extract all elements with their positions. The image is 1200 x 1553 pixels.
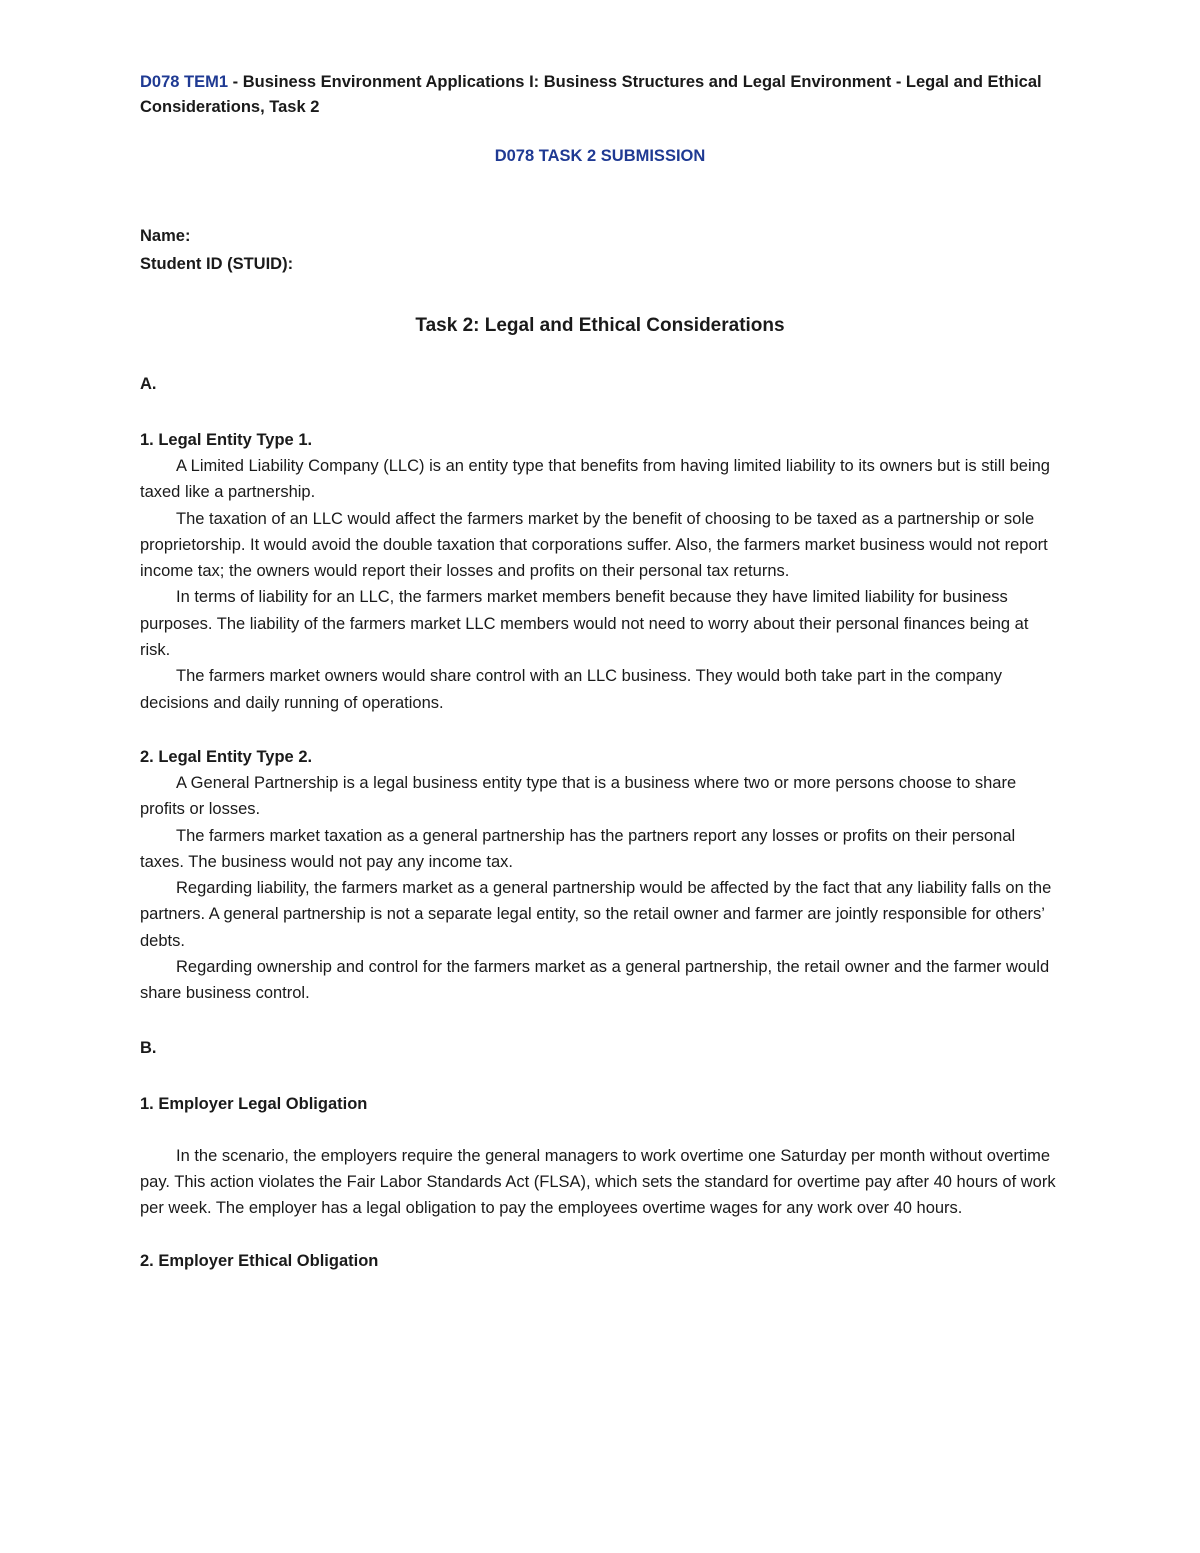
- document-page: [140, 70, 1060, 1274]
- section-a-item2-heading: 2. Legal Entity Type 2.: [140, 747, 313, 766]
- section-a-item2-paragraph: A General Partnership is a legal business entity type that is a business where two or more persons choose to share profits or losses.: [140, 773, 1017, 819]
- section-b-letter: B.: [140, 1038, 157, 1057]
- section-a-item2-paragraph: The farmers market taxation as a general partnership has the partners report any losses or profits on their personal taxes. The business would not pay any income tax.: [140, 826, 1016, 871]
- section-a-item1-paragraph: The farmers market owners would share control with an LLC business. They would both take part in the company decisions and daily running of operations.: [140, 667, 1003, 712]
- section-a-letter: A.: [140, 375, 157, 393]
- section-a-item1-paragraph: A Limited Liability Company (LLC) is an entity type that benefits from having limited liability to its owners but is still being taxed like a partnership.: [140, 457, 1050, 502]
- document-header: [140, 70, 1060, 95]
- submission-title: D078 TASK 2 SUBMISSION: [494, 147, 706, 165]
- section-a-item2-paragraph: Regarding liability, the farmers market as a general partnership would be affected by the fact that any liability falls on the partners. A general partnership is not a separate legal entity, so the retail owner and farmer are jointly responsible for others’ debts.: [140, 879, 1052, 950]
- course-title: - Business Environment Applications I: Business Structures and Legal Environment - Legal and Ethical: [228, 73, 1042, 91]
- task-title: Task 2: Legal and Ethical Considerations: [415, 315, 785, 336]
- section-b-item1-heading: 1. Employer Legal Obligation: [140, 1094, 368, 1113]
- section-b-item1-paragraph: In the scenario, the employers require the general managers to work overtime one Saturday per month without overtime pay. This action violates the Fair Labor Standards Act (FLSA), which sets the standard for overtime pay after 40 hours of work per week. The employer has a legal obligation to pay the employees overtime wages for any work over 40 hours.: [140, 1146, 1056, 1218]
- section-a-item1-heading: 1. Legal Entity Type 1.: [140, 431, 313, 449]
- student-id-label: Student ID (STUID):: [140, 255, 294, 273]
- section-b-item2-heading: 2. Employer Ethical Obligation: [140, 1251, 379, 1270]
- course-title-continued: Considerations, Task 2: [140, 98, 320, 116]
- section-a-item1-paragraph: The taxation of an LLC would affect the farmers market by the benefit of choosing to be taxed as a partnership or sole proprietorship. It would avoid the double taxation that corporations suffer. Also, the farmers market business would not report income tax; the owners would report their losses and profits on their personal tax returns.: [140, 509, 1048, 581]
- section-a-item1-paragraph: In terms of liability for an LLC, the farmers market members benefit because they have limited liability for business purposes. The liability of the farmers market LLC members would not need to worry about their personal finances being at risk.: [140, 588, 1029, 660]
- student-info: [140, 222, 1060, 278]
- name-label: Name:: [140, 227, 191, 245]
- course-code: D078 TEM1: [140, 73, 229, 91]
- section-a-item2-paragraph: Regarding ownership and control for the farmers market as a general partnership, the retail owner and the farmer would share business control.: [140, 958, 1050, 1003]
